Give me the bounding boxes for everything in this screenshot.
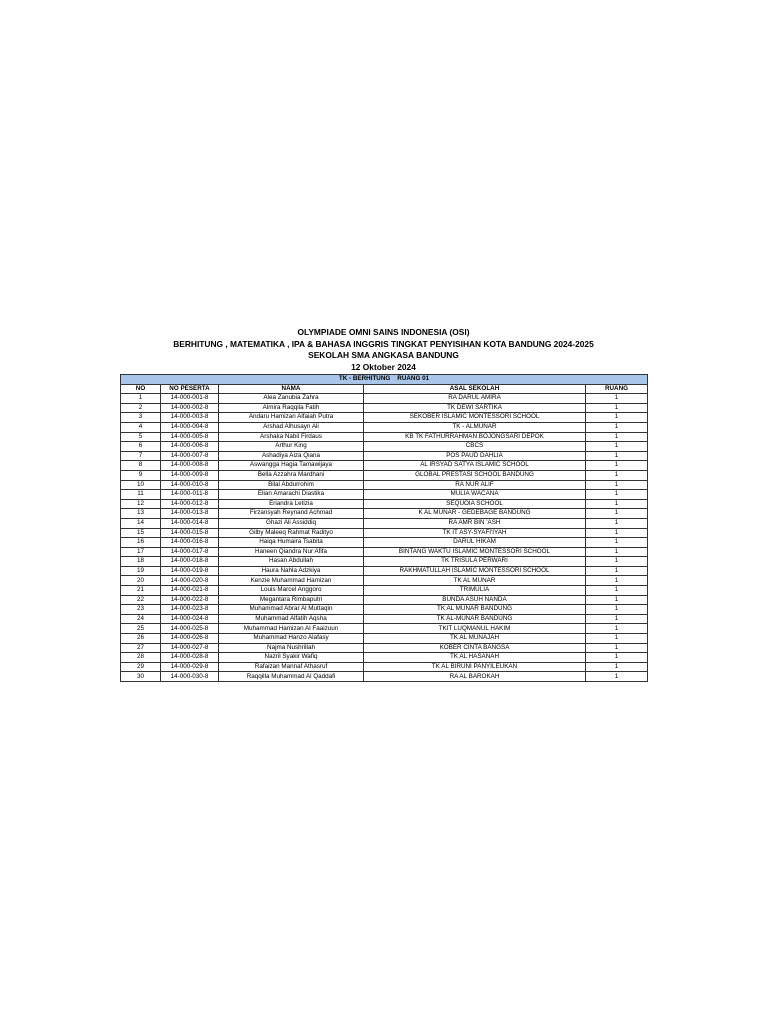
participant-table — [120, 374, 648, 682]
participant-list-document — [120, 327, 647, 682]
cell-no: 25 — [121, 624, 161, 634]
cell-no-peserta: 14-000-014-8 — [161, 518, 219, 528]
cell-ruang: 1 — [586, 394, 648, 404]
cell-nama: Gilby Maleeq Rahmat Radityo — [219, 528, 364, 538]
cell-ruang: 1 — [586, 624, 648, 634]
cell-nama: Louis Marcel Anggoro — [219, 586, 364, 596]
date-heading: 12 Oktober 2024 — [351, 361, 416, 372]
cell-ruang: 1 — [586, 614, 648, 624]
cell-no-peserta: 14-000-007-8 — [161, 451, 219, 461]
cell-asal-sekolah: TK AL MUNAR BANDUNG — [364, 605, 586, 615]
cell-nama: Andaru Hamizan Alfaiah Putra — [219, 413, 364, 423]
cell-asal-sekolah: SEQUOIA SCHOOL — [364, 499, 586, 509]
cell-nama: Najma Nushrillah — [219, 643, 364, 653]
cell-ruang: 1 — [586, 490, 648, 500]
cell-asal-sekolah: BUNDA ASUH NANDA — [364, 595, 586, 605]
cell-no: 19 — [121, 566, 161, 576]
cell-nama: Aswangga Hagia Tamawijaya — [219, 461, 364, 471]
table-row — [121, 413, 648, 423]
cell-no-peserta: 14-000-023-8 — [161, 605, 219, 615]
cell-ruang: 1 — [586, 461, 648, 471]
cell-no: 17 — [121, 547, 161, 557]
cell-asal-sekolah: RA NUR ALIF — [364, 480, 586, 490]
cell-no: 15 — [121, 528, 161, 538]
cell-ruang: 1 — [586, 566, 648, 576]
cell-nama: Firzansyah Reynand Achmad — [219, 509, 364, 519]
cell-ruang: 1 — [586, 634, 648, 644]
cell-no: 24 — [121, 614, 161, 624]
cell-no: 16 — [121, 538, 161, 548]
table-row — [121, 461, 648, 471]
cell-ruang: 1 — [586, 451, 648, 461]
cell-nama: Elian Amarachi Diastika — [219, 490, 364, 500]
cell-ruang: 1 — [586, 470, 648, 480]
cell-asal-sekolah: RAKHMATULLAH ISLAMIC MONTESSORI SCHOOL — [364, 566, 586, 576]
cell-nama: Nazril Syakir Wafiq — [219, 653, 364, 663]
cell-no: 26 — [121, 634, 161, 644]
cell-no: 6 — [121, 442, 161, 452]
cell-nama: Alea Zanubia Zahra — [219, 394, 364, 404]
cell-ruang: 1 — [586, 662, 648, 672]
cell-no-peserta: 14-000-018-8 — [161, 557, 219, 567]
cell-ruang: 1 — [586, 672, 648, 682]
cell-no: 8 — [121, 461, 161, 471]
table-row — [121, 403, 648, 413]
cell-ruang: 1 — [586, 422, 648, 432]
cell-no-peserta: 14-000-016-8 — [161, 538, 219, 548]
cell-asal-sekolah: TK IT ASY-SYAFI'IYAH — [364, 528, 586, 538]
cell-no-peserta: 14-000-002-8 — [161, 403, 219, 413]
cell-ruang: 1 — [586, 499, 648, 509]
cell-nama: Hasan Abdullah — [219, 557, 364, 567]
cell-asal-sekolah: SEKOBER ISLAMIC MONTESSORI SCHOOL — [364, 413, 586, 423]
table-row — [121, 547, 648, 557]
cell-no-peserta: 14-000-003-8 — [161, 413, 219, 423]
table-row — [121, 480, 648, 490]
cell-no-peserta: 14-000-006-8 — [161, 442, 219, 452]
cell-no: 11 — [121, 490, 161, 500]
table-row — [121, 538, 648, 548]
cell-asal-sekolah: DARUL HIKAM — [364, 538, 586, 548]
cell-asal-sekolah: GLOBAL PRESTASI SCHOOL BANDUNG — [364, 470, 586, 480]
table-row — [121, 490, 648, 500]
cell-nama: Megantara Rimbaputri — [219, 595, 364, 605]
cell-no-peserta: 14-000-010-8 — [161, 480, 219, 490]
cell-ruang: 1 — [586, 538, 648, 548]
cell-asal-sekolah: TK AL-MUNAR BANDUNG — [364, 614, 586, 624]
cell-nama: Ashadiya Aiza Qiana — [219, 451, 364, 461]
table-row — [121, 442, 648, 452]
cell-no: 12 — [121, 499, 161, 509]
cell-no: 14 — [121, 518, 161, 528]
section-title: TK - BERHITUNG RUANG 01 — [121, 375, 648, 385]
document-title: OLYMPIADE OMNI SAINS INDONESIA (OSI) — [297, 327, 470, 337]
cell-no: 9 — [121, 470, 161, 480]
table-section-title-row — [121, 375, 648, 385]
cell-ruang: 1 — [586, 586, 648, 596]
cell-asal-sekolah: BINTANG WAKTU ISLAMIC MONTESSORI SCHOOL — [364, 547, 586, 557]
cell-ruang: 1 — [586, 605, 648, 615]
cell-no-peserta: 14-000-029-8 — [161, 662, 219, 672]
table-row — [121, 595, 648, 605]
cell-asal-sekolah: TK AL MUNAR — [364, 576, 586, 586]
cell-nama: Kenzie Muhammad Hamizan — [219, 576, 364, 586]
cell-nama: Haura Nahla Adzkiya — [219, 566, 364, 576]
cell-nama: Arthur King — [219, 442, 364, 452]
table-body — [121, 394, 648, 682]
cell-asal-sekolah: TK AL HASANAH — [364, 653, 586, 663]
table-row — [121, 499, 648, 509]
cell-nama: Raqqilla Muhammad Al Qaddafi — [219, 672, 364, 682]
cell-no-peserta: 14-000-005-8 — [161, 432, 219, 442]
table-row — [121, 518, 648, 528]
cell-no-peserta: 14-000-012-8 — [161, 499, 219, 509]
cell-ruang: 1 — [586, 643, 648, 653]
cell-asal-sekolah: AL IRSYAD SATYA ISLAMIC SCHOOL — [364, 461, 586, 471]
column-header-no-peserta: NO PESERTA — [161, 384, 219, 394]
cell-nama: Haneen Qiandra Nur Afifa — [219, 547, 364, 557]
cell-no-peserta: 14-000-013-8 — [161, 509, 219, 519]
table-row — [121, 422, 648, 432]
cell-no: 20 — [121, 576, 161, 586]
cell-no-peserta: 14-000-017-8 — [161, 547, 219, 557]
cell-ruang: 1 — [586, 442, 648, 452]
cell-asal-sekolah: RA DARUL AMIRA — [364, 394, 586, 404]
cell-ruang: 1 — [586, 480, 648, 490]
table-row — [121, 509, 648, 519]
cell-no: 10 — [121, 480, 161, 490]
cell-no: 18 — [121, 557, 161, 567]
table-row — [121, 470, 648, 480]
cell-ruang: 1 — [586, 509, 648, 519]
cell-nama: Muhammad Hamizan Al Faaizuun — [219, 624, 364, 634]
cell-ruang: 1 — [586, 557, 648, 567]
cell-no: 7 — [121, 451, 161, 461]
table-row — [121, 451, 648, 461]
table-row — [121, 605, 648, 615]
table-row — [121, 557, 648, 567]
cell-nama: Eriandra Letizia — [219, 499, 364, 509]
cell-asal-sekolah: TK AL BIRUNI PANYILEUKAN — [364, 662, 586, 672]
cell-no: 23 — [121, 605, 161, 615]
table-row — [121, 528, 648, 538]
cell-ruang: 1 — [586, 576, 648, 586]
cell-no: 4 — [121, 422, 161, 432]
cell-no: 30 — [121, 672, 161, 682]
table-row — [121, 672, 648, 682]
cell-nama: Muhammad Alfatih Aqsha — [219, 614, 364, 624]
column-header-nama: NAMA — [219, 384, 364, 394]
cell-no: 21 — [121, 586, 161, 596]
cell-nama: Almira Raqqila Fatih — [219, 403, 364, 413]
cell-ruang: 1 — [586, 528, 648, 538]
table-row — [121, 432, 648, 442]
cell-asal-sekolah: RA AMR BIN 'ASH — [364, 518, 586, 528]
table-header-row — [121, 384, 648, 394]
cell-no: 22 — [121, 595, 161, 605]
cell-no-peserta: 14-000-004-8 — [161, 422, 219, 432]
cell-no: 28 — [121, 653, 161, 663]
cell-ruang: 1 — [586, 595, 648, 605]
table-row — [121, 576, 648, 586]
cell-no: 5 — [121, 432, 161, 442]
cell-no-peserta: 14-000-027-8 — [161, 643, 219, 653]
cell-asal-sekolah: KOBER CINTA BANGSA — [364, 643, 586, 653]
cell-no-peserta: 14-000-025-8 — [161, 624, 219, 634]
cell-no: 1 — [121, 394, 161, 404]
cell-ruang: 1 — [586, 518, 648, 528]
cell-asal-sekolah: MULIA WACANA — [364, 490, 586, 500]
table-row — [121, 586, 648, 596]
cell-no-peserta: 14-000-020-8 — [161, 576, 219, 586]
column-header-asal-sekolah: ASAL SEKOLAH — [364, 384, 586, 394]
cell-no-peserta: 14-000-028-8 — [161, 653, 219, 663]
table-row — [121, 566, 648, 576]
cell-no-peserta: 14-000-008-8 — [161, 461, 219, 471]
cell-asal-sekolah: TRIMULIA — [364, 586, 586, 596]
cell-no-peserta: 14-000-026-8 — [161, 634, 219, 644]
cell-nama: Ghazi Ali Assiddiq — [219, 518, 364, 528]
cell-nama: Bilal Abdurrohim — [219, 480, 364, 490]
column-header-no: NO — [121, 384, 161, 394]
cell-no: 29 — [121, 662, 161, 672]
cell-asal-sekolah: TK DEWI SARTIKA — [364, 403, 586, 413]
cell-asal-sekolah: RA AL BAROKAH — [364, 672, 586, 682]
cell-ruang: 1 — [586, 413, 648, 423]
cell-nama: Arshad Alhusayn Ali — [219, 422, 364, 432]
document-subtitle: BERHITUNG , MATEMATIKA , IPA & BAHASA INGGRIS TINGKAT PENYISIHAN KOTA BANDUNG 2024-2025 — [173, 338, 594, 349]
cell-no: 27 — [121, 643, 161, 653]
table-row — [121, 394, 648, 404]
cell-no-peserta: 14-000-015-8 — [161, 528, 219, 538]
cell-no: 2 — [121, 403, 161, 413]
cell-no-peserta: 14-000-030-8 — [161, 672, 219, 682]
cell-ruang: 1 — [586, 432, 648, 442]
cell-no: 3 — [121, 413, 161, 423]
cell-ruang: 1 — [586, 403, 648, 413]
cell-no-peserta: 14-000-024-8 — [161, 614, 219, 624]
cell-asal-sekolah: TK - ALMUNAR — [364, 422, 586, 432]
table-row — [121, 624, 648, 634]
cell-no-peserta: 14-000-019-8 — [161, 566, 219, 576]
table-row — [121, 653, 648, 663]
cell-nama: Haiqa Humaira Tsabita — [219, 538, 364, 548]
cell-asal-sekolah: POS PAUD DAHLIA — [364, 451, 586, 461]
cell-asal-sekolah: TK AL MUNAJAH — [364, 634, 586, 644]
cell-nama: Arshaka Nabil Firdaus — [219, 432, 364, 442]
venue-heading: SEKOLAH SMA ANGKASA BANDUNG — [308, 350, 459, 360]
cell-no-peserta: 14-000-022-8 — [161, 595, 219, 605]
cell-nama: Muhammad Hanzo Alafasy — [219, 634, 364, 644]
cell-nama: Muhammad Abrar Al Muttaqin — [219, 605, 364, 615]
table-row — [121, 643, 648, 653]
cell-no: 13 — [121, 509, 161, 519]
table-row — [121, 614, 648, 624]
table-row — [121, 662, 648, 672]
cell-no-peserta: 14-000-021-8 — [161, 586, 219, 596]
cell-asal-sekolah: TK TRISULA PERWARI — [364, 557, 586, 567]
cell-ruang: 1 — [586, 653, 648, 663]
cell-nama: Bella Azzahra Mardhani — [219, 470, 364, 480]
cell-no-peserta: 14-000-001-8 — [161, 394, 219, 404]
column-header-ruang: RUANG — [586, 384, 648, 394]
cell-ruang: 1 — [586, 547, 648, 557]
cell-asal-sekolah: KB TK FATHURRAHMAN BOJONGSARI DEPOK — [364, 432, 586, 442]
cell-nama: Rafaizan Mannaf Athasruf — [219, 662, 364, 672]
cell-asal-sekolah: K AL MUNAR - GEDEBAGE BANDUNG — [364, 509, 586, 519]
cell-asal-sekolah: TKIT LUQMANUL HAKIM — [364, 624, 586, 634]
table-row — [121, 634, 648, 644]
cell-no-peserta: 14-000-011-8 — [161, 490, 219, 500]
cell-no-peserta: 14-000-009-8 — [161, 470, 219, 480]
cell-asal-sekolah: CBCS — [364, 442, 586, 452]
